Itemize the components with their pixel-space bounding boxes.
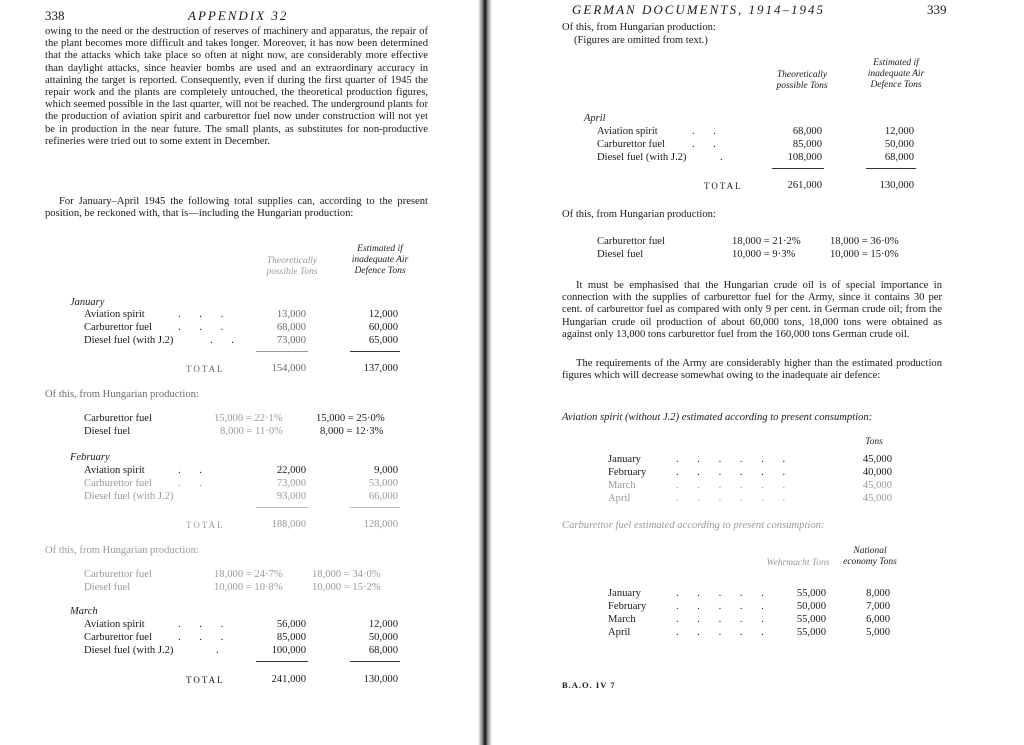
page-number: 339 <box>927 2 947 17</box>
hungarian-theoretical: 18,000 = 21·2% <box>732 236 801 247</box>
column-header-theoretical: Theoretically possible Tons <box>776 70 828 91</box>
month-label: April <box>608 627 631 638</box>
sum-rule <box>256 351 308 352</box>
estimated-value: 12,000 <box>884 126 914 137</box>
fuel-label: Diesel fuel <box>84 426 131 437</box>
total-theoretical: 154,000 <box>271 363 306 374</box>
theoretical-value: 56,000 <box>276 619 306 630</box>
hungarian-theoretical: 15,000 = 22·1% <box>214 413 283 424</box>
tons-value: 45,000 <box>862 493 892 504</box>
leader-dots: . . . <box>178 322 232 333</box>
leader-dots: . . . . . . <box>676 467 794 478</box>
hungarian-heading: Of this, from Hungarian production: <box>562 209 716 220</box>
column-header-estimated: Estimated if inadequate Air Defence Tons <box>351 244 409 276</box>
theoretical-value: 22,000 <box>276 465 306 476</box>
column-header-theoretical: Theoretically possible Tons <box>266 256 318 277</box>
total-label: TOTAL <box>704 181 743 191</box>
sum-rule <box>866 168 916 169</box>
fuel-label: Diesel fuel <box>597 249 644 260</box>
hungarian-estimated: 18,000 = 36·0% <box>830 236 899 247</box>
national-economy-value: 8,000 <box>866 588 890 599</box>
fuel-label: Diesel fuel (with J.2) <box>597 152 687 163</box>
estimated-value: 9,000 <box>374 465 398 476</box>
total-theoretical: 261,000 <box>787 180 822 191</box>
fuel-label: Diesel fuel <box>84 582 131 593</box>
fuel-label: Carburettor fuel <box>84 413 152 424</box>
hungarian-heading: Of this, from Hungarian production: <box>562 22 716 33</box>
leader-dots: . . . . . . <box>676 493 794 504</box>
fuel-label: Carburettor fuel <box>84 569 152 580</box>
fuel-label: Diesel fuel (with J.2) <box>84 645 174 656</box>
theoretical-value: 93,000 <box>276 491 306 502</box>
month-label: January <box>608 588 641 599</box>
leader-dots: . <box>216 645 227 656</box>
estimated-value: 50,000 <box>368 632 398 643</box>
fuel-label: Carburettor fuel <box>84 632 152 643</box>
month-label: January <box>608 454 641 465</box>
total-estimated: 130,000 <box>363 674 398 685</box>
body-paragraph: It must be emphasised that the Hungarian crude oil is of special importance in connection with the supplies of carburettor fuel for the Army, since it contains 30 per cent. of carburettor fuel as compared with only 9 per cent. in German crude oil; from the Hungarian crude oil production of about 60,000 tons, 18,000 tons were obtained as against only 13,000 tons carburettor fuel from the 160,000 tons German crude oil. <box>562 280 942 340</box>
right-page <box>492 0 1024 745</box>
body-paragraph: owing to the need or the destruction of reserves of machinery and apparatus, the repair of the plant becomes more difficult and takes longer. Moreover, it has now been determined that the attacks which take place so often at night now, are considerably more effective than daylight attacks, since heavier bombs are used and an extraordinary accuracy in attaining the target is reported. Consequently, even if during the first quarter of 1945 the repair work and the plants are completely untouched, the theoretical production figures, which seemed possible in the last quarter, will not be reached. The underground plants for the production of aviation spirit and carburettor fuel now under construction will not yet be in production in the near future. The small plants, as substitutes for non-productive refineries were tried out to some extent in December. <box>45 26 428 147</box>
total-label: TOTAL <box>186 675 225 685</box>
hungarian-heading: Of this, from Hungarian production: <box>45 545 199 556</box>
column-header-tons: Tons <box>865 437 883 447</box>
month-label: April <box>584 113 606 124</box>
sum-rule <box>772 168 824 169</box>
fuel-label: Diesel fuel (with J.2) <box>84 335 174 346</box>
estimated-value: 53,000 <box>368 478 398 489</box>
month-label: February <box>70 452 110 463</box>
leader-dots: . . . <box>178 309 232 320</box>
leader-dots: . . . . . <box>676 627 772 638</box>
column-header-estimated: Estimated if inadequate Air Defence Tons <box>867 58 925 90</box>
hungarian-heading: Of this, from Hungarian production: <box>45 389 199 400</box>
total-label: TOTAL <box>186 520 225 530</box>
total-theoretical: 188,000 <box>271 519 306 530</box>
fuel-label: Aviation spirit <box>84 465 145 476</box>
total-label: TOTAL <box>186 364 225 374</box>
leader-dots: . . . <box>178 632 232 643</box>
tons-value: 45,000 <box>862 480 892 491</box>
estimated-value: 12,000 <box>368 619 398 630</box>
omitted-note: (Figures are omitted from text.) <box>574 35 708 46</box>
month-label: February <box>608 467 647 478</box>
estimated-value: 68,000 <box>368 645 398 656</box>
sum-rule <box>350 351 400 352</box>
leader-dots: . . <box>178 465 210 476</box>
wehrmacht-value: 55,000 <box>796 627 826 638</box>
hungarian-estimated: 15,000 = 25·0% <box>316 413 385 424</box>
hungarian-estimated: 8,000 = 12·3% <box>320 426 384 437</box>
theoretical-value: 108,000 <box>787 152 822 163</box>
fuel-label: Aviation spirit <box>597 126 658 137</box>
hungarian-theoretical: 10,000 = 10·8% <box>214 582 283 593</box>
fuel-label: Carburettor fuel <box>84 478 152 489</box>
page-number: 338 <box>45 8 65 23</box>
month-label: March <box>608 480 636 491</box>
leader-dots: . . <box>210 335 242 346</box>
running-head: GERMAN DOCUMENTS, 1914–1945 <box>572 2 825 17</box>
national-economy-value: 7,000 <box>866 601 890 612</box>
month-label: February <box>608 601 647 612</box>
leader-dots: . . . . . . <box>676 454 794 465</box>
fuel-label: Carburettor fuel <box>597 236 665 247</box>
tons-value: 40,000 <box>862 467 892 478</box>
page-footer: B.A.O. IV 7 <box>562 680 616 690</box>
theoretical-value: 13,000 <box>276 309 306 320</box>
leader-dots: . . . . . . <box>676 480 794 491</box>
theoretical-value: 73,000 <box>276 335 306 346</box>
hungarian-theoretical: 18,000 = 24·7% <box>214 569 283 580</box>
hungarian-theoretical: 10,000 = 9·3% <box>732 249 796 260</box>
fuel-label: Carburettor fuel <box>84 322 152 333</box>
total-estimated: 128,000 <box>363 519 398 530</box>
body-paragraph: For January–April 1945 the following total supplies can, according to the present position, be reckoned with, that is—including the Hungarian production: <box>45 196 428 220</box>
leader-dots: . . . <box>178 619 232 630</box>
month-label: March <box>608 614 636 625</box>
national-economy-value: 5,000 <box>866 627 890 638</box>
fuel-label: Diesel fuel (with J.2) <box>84 491 174 502</box>
estimated-value: 50,000 <box>884 139 914 150</box>
book-spine <box>478 0 492 745</box>
hungarian-estimated: 18,000 = 34·0% <box>312 569 381 580</box>
leader-dots: . <box>720 152 731 163</box>
wehrmacht-value: 55,000 <box>796 614 826 625</box>
total-theoretical: 241,000 <box>271 674 306 685</box>
hungarian-estimated: 10,000 = 15·0% <box>830 249 899 260</box>
theoretical-value: 85,000 <box>792 139 822 150</box>
leader-dots: . . . . . <box>676 614 772 625</box>
theoretical-value: 73,000 <box>276 478 306 489</box>
estimated-value: 66,000 <box>368 491 398 502</box>
month-label: April <box>608 493 631 504</box>
leader-dots: . . . . . <box>676 601 772 612</box>
hungarian-estimated: 10,000 = 15·2% <box>312 582 381 593</box>
month-label: January <box>70 297 105 308</box>
theoretical-value: 100,000 <box>271 645 306 656</box>
wehrmacht-value: 50,000 <box>796 601 826 612</box>
left-page <box>0 0 478 745</box>
estimated-value: 60,000 <box>368 322 398 333</box>
leader-dots: . . <box>692 126 724 137</box>
estimated-value: 65,000 <box>368 335 398 346</box>
theoretical-value: 85,000 <box>276 632 306 643</box>
running-head: APPENDIX 32 <box>188 8 289 23</box>
total-estimated: 137,000 <box>363 363 398 374</box>
estimated-value: 12,000 <box>368 309 398 320</box>
hungarian-theoretical: 8,000 = 11·0% <box>220 426 283 437</box>
column-header-wehrmacht: Wehrmacht Tons <box>766 558 830 568</box>
fuel-label: Aviation spirit <box>84 309 145 320</box>
sum-rule <box>350 507 400 508</box>
aviation-heading: Aviation spirit (without J.2) estimated according to present consumption: <box>562 412 873 423</box>
month-label: March <box>70 606 98 617</box>
estimated-value: 68,000 <box>884 152 914 163</box>
leader-dots: . . <box>178 478 210 489</box>
total-estimated: 130,000 <box>879 180 914 191</box>
tons-value: 45,000 <box>862 454 892 465</box>
body-paragraph: The requirements of the Army are considerably higher than the estimated production figures which will decrease somewhat owing to the inadequate air defence: <box>562 358 942 382</box>
column-header-national-economy: National economy Tons <box>843 546 897 567</box>
fuel-label: Carburettor fuel <box>597 139 665 150</box>
leader-dots: . . <box>692 139 724 150</box>
sum-rule <box>256 507 308 508</box>
sum-rule <box>256 661 308 662</box>
sum-rule <box>350 661 400 662</box>
national-economy-value: 6,000 <box>866 614 890 625</box>
fuel-label: Aviation spirit <box>84 619 145 630</box>
wehrmacht-value: 55,000 <box>796 588 826 599</box>
carburettor-heading: Carburettor fuel estimated according to present consumption: <box>562 520 825 531</box>
theoretical-value: 68,000 <box>276 322 306 333</box>
theoretical-value: 68,000 <box>792 126 822 137</box>
leader-dots: . . . . . <box>676 588 772 599</box>
